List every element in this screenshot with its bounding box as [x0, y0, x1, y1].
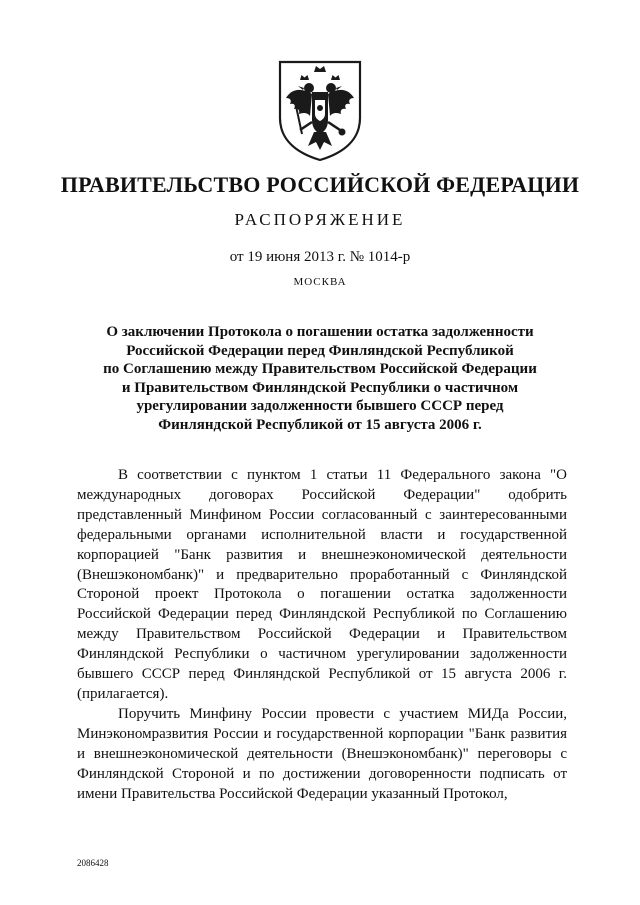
subject-line: Финляндской Республикой от 15 августа 2006 г.: [158, 416, 482, 433]
body-paragraph: В соответствии с пунктом 1 статьи 11 Федерального закона "О международных договорах Российской Федерации" одобрить представленный Минфином России согласованный с заинтересованными федеральными органами исполнительной власти и государственной корпорацией "Банк развития и внешнеэкономической деятельности (Внешэкономбанк)" и предварительно проработанный с Финляндской Стороной проект Протокола о погашении остатка задолженности Российской Федерации перед Финляндской Республикой по Соглашению между Правительством Российской Федерации и Правительством Финляндской Республики о частичном урегулировании задолженности бывшего СССР перед Финляндской Республикой от 15 августа 2006 г. (прилагается).: [77, 467, 567, 702]
document-body: [77, 466, 567, 804]
document-city: МОСКВА: [293, 276, 347, 288]
document-code: 2086428: [77, 858, 109, 868]
body-paragraph: Поручить Минфину России провести с участием МИДа России, Минэкономразвития России и государственной корпорации "Банк развития и внешнеэкономической деятельности (Внешэкономбанк)" переговоры с Финляндской Стороной и по достижении договоренности подписать от имени Правительства Российской Федерации указанный Протокол,: [77, 705, 567, 802]
subject-line: урегулировании задолженности бывшего СССР перед: [136, 398, 504, 415]
subject-line: по Соглашению между Правительством Российской Федерации: [103, 361, 537, 378]
subject-line: и Правительством Финляндской Республики о частичном: [121, 379, 519, 396]
document-subject: [60, 323, 580, 435]
government-title: ПРАВИТЕЛЬСТВО РОССИЙСКОЙ ФЕДЕРАЦИИ: [60, 172, 580, 197]
coat-of-arms-icon: [274, 58, 366, 162]
document-type: РАСПОРЯЖЕНИЕ: [234, 210, 406, 229]
subject-line: О заключении Протокола о погашении остатка задолженности: [106, 324, 534, 340]
subject-line: Российской Федерации перед Финляндской Республикой: [126, 342, 514, 359]
document-date-number: от 19 июня 2013 г. № 1014-р: [229, 249, 411, 265]
